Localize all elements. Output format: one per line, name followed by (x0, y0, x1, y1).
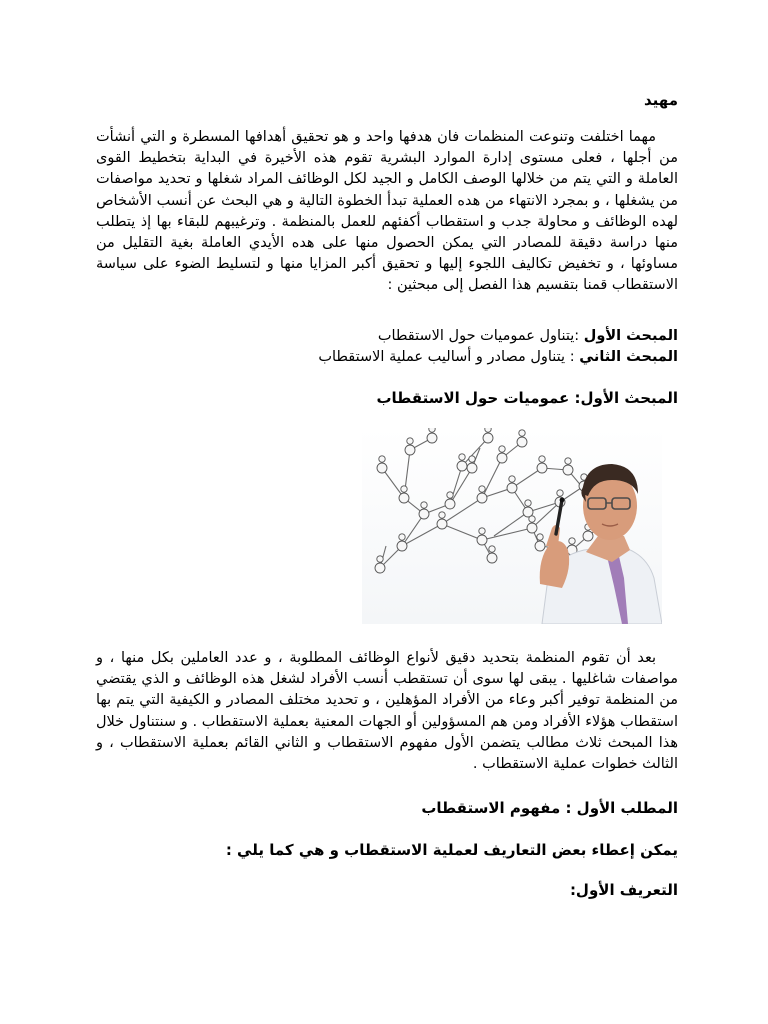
intro-paragraph (96, 127, 678, 297)
outline-item-2-text: : يتناول مصادر و أساليب عملية الاستقطاب (318, 349, 575, 365)
document-title: مهيد (644, 91, 678, 109)
section-1-heading: المبحث الأول: عموميات حول الاستقطاب (376, 389, 678, 407)
definition-1-heading: التعريف الأول: (569, 881, 678, 899)
outline-item-2 (318, 347, 678, 368)
outline-item-1 (378, 326, 678, 347)
outline-item-1-text: :يتناول عموميات حول الاستقطاب (377, 328, 580, 344)
definitions-intro: يمكن إعطاء بعض التعاريف لعملية الاستقطاب و هي كما يلي : (225, 841, 678, 859)
network-illustration-svg (362, 428, 662, 624)
body-paragraph (96, 648, 678, 775)
intro-paragraph-text: مهما اختلفت وتنوعت المنظمات فان هدفها واحد و هو تحقيق أهدافها المسطرة و التي أنشأت من أجلها ، فعلى مستوى إدارة الموارد البشرية تقوم هذه الأخيرة في البداية بتخطيط القوى العاملة و التي يتم من خلالها الوصف الكامل و الجيد لكل الوظائف المراد شغلها و تحديد مواصفات من يشغلها ، و بمجرد الانتهاء من هده العملية تبدأ الخطوة التالية و هي البحث عن أنسب الأشخاص لهده الوظائف و محاولة جدب و استقطاب أكفئهم للعمل بالمنظمة . وترغيبهم للبقاء بها إذ يتطلب منها دراسة دقيقة للمصادر التي يمكن الحصول منها على هده الأيدي العاملة بغية التقليل من مساوئها ، و تخفيض تكاليف اللجوء إليها و تحقيق أكبر المزايا منها و لتسليط الضوء على سياسة الاستقطاب قمنا بتقسيم هذا الفصل إلى مبحثين : (96, 129, 678, 294)
network-of-people-illustration (362, 428, 662, 624)
outline-item-1-label: المبحث الأول (583, 328, 678, 344)
outline-item-2-label: المبحث الثاني (579, 349, 678, 365)
body-paragraph-text: بعد أن تقوم المنظمة بتحديد دقيق لأنواع الوظائف المطلوبة ، و عدد العاملين بكل منها ، و مواصفات شاغليها . يبقى لها سوى أن تستقطب أنسب الأفراد لشغل هذه الوظائف و الذي يقتضي من المنظمة توفير أكبر وعاء من الأفراد المؤهلين ، و تحديد مختلف المصادر و الكيفية التي يتم بها استقطاب هؤلاء الأفراد ومن هم المسؤولين أو الجهات المعنية بعملية الاستقطاب . و سنتناول خلال هذا المبحث ثلاث مطالب يتضمن الأول مفهوم الاستقطاب و الثاني القائم بعملية الاستقطاب ، و الثالث خطوات عملية الاستقطاب . (96, 650, 678, 773)
subsection-heading: المطلب الأول : مفهوم الاستقطاب (421, 799, 678, 817)
